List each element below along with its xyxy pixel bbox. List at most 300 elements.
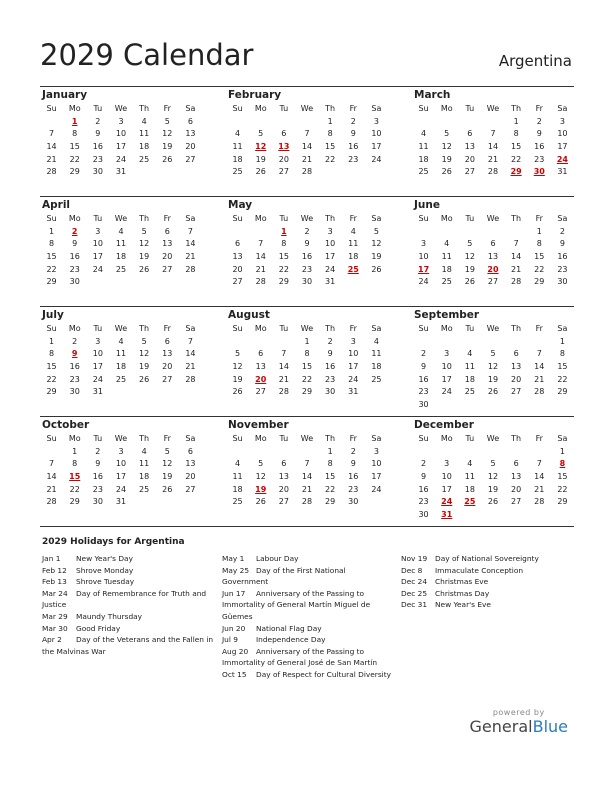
day-cell: 2 bbox=[304, 226, 310, 236]
holiday-date: Mar 24 bbox=[42, 588, 68, 598]
week-row bbox=[40, 348, 202, 361]
month-january bbox=[40, 88, 202, 196]
holiday-day-cell: 31 bbox=[441, 509, 453, 519]
day-cell: 8 bbox=[281, 239, 287, 249]
weekday-header: Su bbox=[418, 324, 429, 333]
day-cell: 23 bbox=[69, 374, 80, 384]
weekday-header: Tu bbox=[465, 214, 475, 223]
week-row bbox=[226, 385, 388, 398]
day-cell: 6 bbox=[513, 349, 519, 359]
day-cell: 26 bbox=[162, 484, 173, 494]
weekday-header: Tu bbox=[465, 104, 475, 113]
day-cell: 16 bbox=[418, 374, 429, 384]
day-cell: 19 bbox=[441, 154, 452, 164]
month-may bbox=[226, 198, 388, 306]
weekday-header: We bbox=[486, 434, 500, 443]
weekday-header: Sa bbox=[557, 104, 568, 113]
holiday-name: Anniversary of the Passing to Immortality of General José de San Martín bbox=[222, 646, 378, 668]
day-cell: 26 bbox=[255, 497, 266, 507]
empty-cell bbox=[226, 115, 249, 128]
day-cell: 30 bbox=[301, 277, 313, 287]
weekday-header: We bbox=[486, 104, 500, 113]
day-cell: 24 bbox=[92, 264, 103, 274]
weekday-header: Sa bbox=[371, 104, 382, 113]
day-cell: 18 bbox=[139, 471, 150, 481]
holiday-day-cell: 25 bbox=[347, 264, 359, 274]
day-cell: 5 bbox=[164, 446, 170, 456]
weekday-header: We bbox=[300, 104, 314, 113]
day-cell: 13 bbox=[162, 349, 173, 359]
day-cell: 21 bbox=[534, 374, 545, 384]
day-cell: 1 bbox=[304, 336, 310, 346]
day-cell: 11 bbox=[115, 349, 127, 359]
day-cell: 23 bbox=[418, 387, 429, 397]
day-cell: 16 bbox=[301, 251, 313, 261]
day-cell: 19 bbox=[464, 264, 475, 274]
day-cell: 18 bbox=[464, 484, 475, 494]
day-cell: 19 bbox=[232, 374, 243, 384]
holiday-date: Dec 25 bbox=[401, 588, 428, 598]
day-cell: 24 bbox=[441, 387, 452, 397]
holiday-item bbox=[42, 553, 214, 565]
empty-cell bbox=[342, 275, 365, 288]
day-cell: 5 bbox=[490, 459, 496, 469]
day-cell: 16 bbox=[69, 361, 80, 371]
day-cell: 26 bbox=[371, 264, 382, 274]
month-table bbox=[226, 102, 388, 178]
week-row bbox=[412, 225, 574, 238]
day-cell: 8 bbox=[49, 349, 55, 359]
day-cell: 30 bbox=[557, 277, 568, 287]
weekday-header: Fr bbox=[163, 104, 171, 113]
day-cell: 25 bbox=[139, 484, 150, 494]
day-cell: 5 bbox=[467, 239, 473, 249]
week-row bbox=[226, 483, 388, 496]
month-name: July bbox=[42, 309, 64, 321]
weekday-header: We bbox=[486, 214, 500, 223]
weekday-header: We bbox=[114, 104, 128, 113]
empty-cell bbox=[458, 115, 481, 128]
day-cell: 17 bbox=[325, 251, 336, 261]
day-cell: 5 bbox=[444, 129, 450, 139]
holiday-name: Shrove Tuesday bbox=[76, 577, 135, 587]
day-cell: 30 bbox=[92, 167, 103, 177]
weekday-header: Su bbox=[46, 324, 57, 333]
day-cell: 29 bbox=[301, 387, 313, 397]
day-cell: 20 bbox=[162, 251, 173, 261]
day-cell: 27 bbox=[487, 277, 499, 287]
week-row bbox=[40, 458, 202, 471]
day-cell: 1 bbox=[49, 226, 55, 236]
holiday-date: Dec 8 bbox=[401, 565, 423, 575]
weekday-header: Su bbox=[418, 104, 429, 113]
day-cell: 23 bbox=[557, 264, 568, 274]
day-cell: 8 bbox=[536, 239, 542, 249]
day-cell: 11 bbox=[139, 459, 150, 469]
day-cell: 9 bbox=[327, 349, 333, 359]
day-cell: 6 bbox=[187, 446, 193, 456]
day-cell: 28 bbox=[185, 264, 196, 274]
day-cell: 26 bbox=[232, 387, 243, 397]
day-cell: 13 bbox=[162, 239, 173, 249]
empty-cell bbox=[249, 115, 272, 128]
day-cell: 7 bbox=[258, 239, 264, 249]
day-cell: 6 bbox=[281, 129, 287, 139]
day-cell: 26 bbox=[162, 154, 173, 164]
week-row bbox=[40, 483, 202, 496]
week-row bbox=[40, 225, 202, 238]
day-cell: 17 bbox=[92, 251, 103, 261]
week-row bbox=[40, 445, 202, 458]
holiday-day-cell: 13 bbox=[278, 141, 290, 151]
day-cell: 21 bbox=[301, 154, 313, 164]
weekday-header: Su bbox=[46, 434, 57, 443]
brand-general: General bbox=[469, 717, 533, 736]
month-august bbox=[226, 308, 388, 416]
powered-by-text: powered by bbox=[492, 708, 545, 717]
month-name: September bbox=[414, 309, 480, 321]
day-cell: 11 bbox=[232, 471, 243, 481]
day-cell: 2 bbox=[350, 116, 356, 126]
month-row bbox=[40, 196, 574, 306]
holiday-day-cell: 20 bbox=[255, 374, 267, 384]
day-cell: 21 bbox=[185, 361, 196, 371]
day-cell: 23 bbox=[325, 374, 336, 384]
day-cell: 7 bbox=[513, 239, 519, 249]
day-cell: 11 bbox=[441, 251, 452, 261]
day-cell: 29 bbox=[69, 497, 80, 507]
day-cell: 29 bbox=[69, 167, 80, 177]
empty-cell bbox=[505, 335, 528, 348]
weekday-header: Fr bbox=[349, 104, 357, 113]
day-cell: 15 bbox=[511, 141, 522, 151]
day-cell: 20 bbox=[464, 154, 475, 164]
day-cell: 19 bbox=[371, 251, 382, 261]
calendar-grid bbox=[40, 86, 574, 527]
week-row bbox=[226, 335, 388, 348]
empty-cell bbox=[435, 335, 458, 348]
day-cell: 22 bbox=[69, 154, 80, 164]
day-cell: 22 bbox=[278, 264, 289, 274]
holiday-name: Immaculate Conception bbox=[435, 565, 524, 575]
day-cell: 22 bbox=[557, 374, 568, 384]
day-cell: 21 bbox=[46, 484, 57, 494]
empty-cell bbox=[295, 115, 318, 128]
weekday-header: Tu bbox=[93, 324, 103, 333]
day-cell: 19 bbox=[487, 374, 499, 384]
weekday-header: Su bbox=[418, 434, 429, 443]
month-row bbox=[40, 86, 574, 196]
month-name: March bbox=[414, 89, 451, 101]
day-cell: 24 bbox=[115, 154, 127, 164]
day-cell: 24 bbox=[325, 264, 336, 274]
day-cell: 10 bbox=[348, 349, 359, 359]
day-cell: 17 bbox=[371, 471, 382, 481]
weekday-header: Tu bbox=[279, 214, 289, 223]
day-cell: 21 bbox=[46, 154, 57, 164]
empty-cell bbox=[40, 445, 63, 458]
weekday-header: Sa bbox=[557, 434, 568, 443]
day-cell: 7 bbox=[49, 459, 55, 469]
holiday-date: Aug 20 bbox=[222, 646, 249, 656]
month-table bbox=[412, 432, 574, 521]
day-cell: 12 bbox=[232, 361, 243, 371]
brand-blue: Blue bbox=[532, 717, 568, 736]
day-cell: 18 bbox=[441, 264, 452, 274]
day-cell: 12 bbox=[441, 141, 452, 151]
day-cell: 24 bbox=[348, 374, 359, 384]
empty-cell bbox=[249, 225, 272, 238]
holiday-day-cell: 9 bbox=[71, 349, 78, 359]
week-row bbox=[412, 445, 574, 458]
empty-cell bbox=[481, 398, 504, 411]
weekday-header: Th bbox=[325, 324, 336, 333]
day-cell: 31 bbox=[348, 387, 359, 397]
empty-cell bbox=[156, 385, 179, 398]
day-cell: 25 bbox=[418, 167, 429, 177]
generalblue-logo[interactable] bbox=[470, 717, 568, 736]
day-cell: 22 bbox=[557, 484, 568, 494]
day-cell: 30 bbox=[92, 497, 103, 507]
weekday-header: Fr bbox=[535, 434, 543, 443]
day-cell: 12 bbox=[162, 459, 173, 469]
empty-cell bbox=[458, 398, 481, 411]
empty-cell bbox=[435, 445, 458, 458]
day-cell: 27 bbox=[162, 374, 173, 384]
day-cell: 19 bbox=[255, 154, 266, 164]
holiday-name: New Year's Eve bbox=[435, 600, 491, 610]
month-february bbox=[226, 88, 388, 196]
day-cell: 14 bbox=[185, 349, 196, 359]
day-cell: 22 bbox=[46, 374, 57, 384]
day-cell: 15 bbox=[46, 361, 57, 371]
week-row bbox=[40, 373, 202, 386]
day-cell: 8 bbox=[72, 129, 78, 139]
day-cell: 6 bbox=[281, 459, 287, 469]
empty-cell bbox=[551, 398, 574, 411]
holiday-item bbox=[401, 565, 573, 577]
week-row bbox=[226, 115, 388, 128]
day-cell: 10 bbox=[92, 239, 103, 249]
day-cell: 6 bbox=[467, 129, 473, 139]
day-cell: 23 bbox=[348, 154, 359, 164]
holiday-column-2 bbox=[222, 553, 394, 681]
empty-cell bbox=[179, 165, 202, 178]
day-cell: 19 bbox=[162, 471, 173, 481]
day-cell: 11 bbox=[371, 349, 382, 359]
holiday-date: Jun 17 bbox=[222, 588, 246, 598]
day-cell: 3 bbox=[421, 239, 427, 249]
empty-cell bbox=[435, 225, 458, 238]
day-cell: 15 bbox=[534, 251, 545, 261]
day-cell: 22 bbox=[301, 374, 313, 384]
empty-cell bbox=[133, 165, 156, 178]
holidays-title: 2029 Holidays for Argentina bbox=[42, 537, 185, 547]
day-cell: 9 bbox=[350, 459, 356, 469]
day-cell: 24 bbox=[371, 484, 382, 494]
month-table bbox=[412, 322, 574, 411]
day-cell: 4 bbox=[118, 336, 124, 346]
month-table bbox=[412, 212, 574, 288]
day-cell: 27 bbox=[255, 387, 266, 397]
holiday-day-cell: 19 bbox=[255, 484, 267, 494]
day-cell: 19 bbox=[487, 484, 499, 494]
month-december bbox=[412, 418, 574, 526]
holiday-name: New Year's Day bbox=[76, 554, 133, 563]
empty-cell bbox=[295, 445, 318, 458]
day-cell: 21 bbox=[185, 251, 196, 261]
day-cell: 10 bbox=[418, 251, 429, 261]
day-cell: 21 bbox=[534, 484, 545, 494]
week-row bbox=[40, 140, 202, 153]
holiday-name: Christmas Day bbox=[435, 588, 490, 598]
day-cell: 20 bbox=[185, 471, 196, 481]
weekday-header: We bbox=[300, 324, 314, 333]
month-table bbox=[412, 102, 574, 178]
day-cell: 4 bbox=[235, 129, 241, 139]
empty-cell bbox=[365, 165, 388, 178]
day-cell: 28 bbox=[487, 167, 499, 177]
month-table bbox=[40, 212, 202, 288]
day-cell: 2 bbox=[327, 336, 333, 346]
week-row bbox=[412, 250, 574, 263]
week-row bbox=[226, 275, 388, 288]
empty-cell bbox=[365, 385, 388, 398]
day-cell: 29 bbox=[278, 277, 289, 287]
day-cell: 13 bbox=[232, 251, 243, 261]
day-cell: 27 bbox=[185, 484, 196, 494]
week-row bbox=[40, 153, 202, 166]
weekday-header: Tu bbox=[93, 434, 103, 443]
holiday-date: Feb 12 bbox=[42, 565, 67, 575]
holiday-name: National Flag Day bbox=[256, 623, 322, 633]
day-cell: 6 bbox=[490, 239, 496, 249]
day-cell: 5 bbox=[258, 129, 264, 139]
weekday-header: Fr bbox=[535, 104, 543, 113]
empty-cell bbox=[458, 508, 481, 521]
day-cell: 12 bbox=[255, 471, 266, 481]
empty-cell bbox=[156, 275, 179, 288]
day-cell: 7 bbox=[536, 349, 542, 359]
week-row bbox=[412, 495, 574, 508]
day-cell: 26 bbox=[464, 277, 475, 287]
day-cell: 9 bbox=[95, 459, 101, 469]
empty-cell bbox=[249, 335, 272, 348]
week-row bbox=[412, 373, 574, 386]
day-cell: 17 bbox=[348, 361, 359, 371]
day-cell: 11 bbox=[464, 361, 475, 371]
day-cell: 23 bbox=[92, 484, 103, 494]
day-cell: 30 bbox=[348, 497, 359, 507]
day-cell: 18 bbox=[371, 361, 382, 371]
day-cell: 27 bbox=[278, 167, 289, 177]
day-cell: 25 bbox=[115, 264, 127, 274]
weekday-header: Su bbox=[232, 434, 243, 443]
weekday-header: Th bbox=[511, 324, 522, 333]
day-cell: 7 bbox=[490, 129, 496, 139]
empty-cell bbox=[133, 275, 156, 288]
weekday-header: Mo bbox=[68, 214, 81, 223]
holiday-date: Apr 2 bbox=[42, 635, 62, 645]
day-cell: 16 bbox=[348, 471, 359, 481]
day-cell: 14 bbox=[255, 251, 266, 261]
day-cell: 21 bbox=[278, 374, 289, 384]
month-march bbox=[412, 88, 574, 196]
month-september bbox=[412, 308, 574, 416]
week-row bbox=[226, 470, 388, 483]
day-cell: 24 bbox=[371, 154, 382, 164]
empty-cell bbox=[412, 335, 435, 348]
day-cell: 31 bbox=[92, 387, 103, 397]
day-cell: 18 bbox=[464, 374, 475, 384]
day-cell: 11 bbox=[464, 471, 475, 481]
empty-cell bbox=[528, 398, 551, 411]
day-cell: 28 bbox=[534, 387, 545, 397]
day-cell: 21 bbox=[301, 484, 313, 494]
day-cell: 8 bbox=[559, 349, 565, 359]
day-cell: 16 bbox=[92, 141, 103, 151]
week-row bbox=[226, 165, 388, 178]
weekday-header: Sa bbox=[185, 324, 196, 333]
day-cell: 6 bbox=[164, 226, 170, 236]
day-cell: 4 bbox=[141, 116, 147, 126]
holiday-column-1 bbox=[42, 553, 214, 657]
day-cell: 11 bbox=[139, 129, 150, 139]
holiday-item bbox=[42, 634, 214, 657]
empty-cell bbox=[458, 225, 481, 238]
holiday-name: Day of the Veterans and the Fallen in the Malvinas War bbox=[42, 635, 214, 656]
holiday-item bbox=[42, 565, 214, 577]
week-row bbox=[226, 263, 388, 276]
day-cell: 9 bbox=[421, 471, 427, 481]
day-cell: 3 bbox=[95, 336, 101, 346]
day-cell: 28 bbox=[301, 167, 313, 177]
week-row bbox=[40, 165, 202, 178]
day-cell: 20 bbox=[278, 484, 289, 494]
day-cell: 12 bbox=[371, 239, 382, 249]
day-cell: 15 bbox=[557, 361, 568, 371]
week-row bbox=[40, 115, 202, 128]
day-cell: 18 bbox=[115, 251, 127, 261]
page-title: 2029 Calendar bbox=[40, 38, 254, 72]
day-cell: 27 bbox=[511, 497, 522, 507]
holiday-day-cell: 8 bbox=[559, 459, 566, 469]
day-cell: 25 bbox=[441, 277, 452, 287]
day-cell: 12 bbox=[487, 471, 499, 481]
week-row bbox=[412, 140, 574, 153]
holiday-day-cell: 20 bbox=[487, 264, 499, 274]
holiday-day-cell: 24 bbox=[441, 497, 453, 507]
weekday-header: Sa bbox=[185, 214, 196, 223]
day-cell: 5 bbox=[235, 349, 241, 359]
day-cell: 9 bbox=[95, 129, 101, 139]
week-row bbox=[226, 360, 388, 373]
day-cell: 23 bbox=[534, 154, 545, 164]
holiday-day-cell: 25 bbox=[464, 497, 476, 507]
day-cell: 3 bbox=[444, 349, 450, 359]
day-cell: 30 bbox=[69, 277, 80, 287]
empty-cell bbox=[528, 445, 551, 458]
day-cell: 31 bbox=[325, 277, 336, 287]
day-cell: 3 bbox=[559, 116, 565, 126]
day-cell: 3 bbox=[118, 116, 124, 126]
day-cell: 10 bbox=[557, 129, 568, 139]
week-row bbox=[226, 373, 388, 386]
day-cell: 1 bbox=[559, 336, 565, 346]
day-cell: 8 bbox=[49, 239, 55, 249]
empty-cell bbox=[272, 115, 295, 128]
week-row bbox=[412, 153, 574, 166]
